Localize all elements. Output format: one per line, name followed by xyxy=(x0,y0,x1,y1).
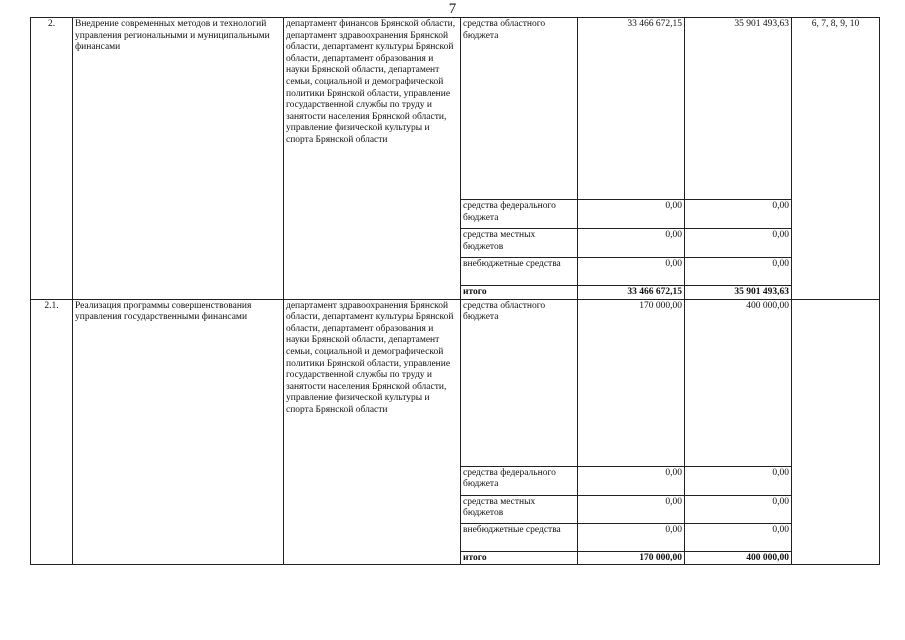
funding-source: средства областного бюджета xyxy=(461,18,578,200)
activity-name: Внедрение современных методов и технологий управления региональными и муниципальными финансами xyxy=(73,18,284,300)
table-row xyxy=(31,299,880,466)
funding-source: внебюджетные средства xyxy=(461,523,578,551)
amount-year-2: 0,00 xyxy=(685,229,792,258)
indicator-refs xyxy=(792,299,880,565)
amount-year-1: 0,00 xyxy=(578,466,685,495)
row-number: 2.1. xyxy=(31,299,73,565)
amount-year-2: 0,00 xyxy=(685,495,792,523)
amount-year-1: 0,00 xyxy=(578,495,685,523)
amount-year-2: 0,00 xyxy=(685,466,792,495)
amount-year-2: 0,00 xyxy=(685,523,792,551)
funding-source: средства местных бюджетов xyxy=(461,229,578,258)
amount-year-2: 0,00 xyxy=(685,200,792,229)
amount-year-2: 35 901 493,63 xyxy=(685,18,792,200)
total-year-1: 170 000,00 xyxy=(578,551,685,565)
row-number: 2. xyxy=(31,18,73,300)
amount-year-2: 400 000,00 xyxy=(685,299,792,466)
amount-year-1: 0,00 xyxy=(578,200,685,229)
total-year-1: 33 466 672,15 xyxy=(578,286,685,300)
table-row xyxy=(31,18,880,200)
amount-year-1: 33 466 672,15 xyxy=(578,18,685,200)
amount-year-1: 170 000,00 xyxy=(578,299,685,466)
funding-source: внебюджетные средства xyxy=(461,258,578,286)
amount-year-1: 0,00 xyxy=(578,258,685,286)
funding-source: средства местных бюджетов xyxy=(461,495,578,523)
total-year-2: 400 000,00 xyxy=(685,551,792,565)
funding-source: средства областного бюджета xyxy=(461,299,578,466)
funding-total-label: итого xyxy=(461,286,578,300)
executor-cell: департамент финансов Брянской области, департамент здравоохранения Брянской области, департамент культуры Брянской области, департамент образования и науки Брянской области, департамент семьи, социальной и демографической политики Брянской области, управление государственной службы по труду и занятости населения Брянской области, управление физической культуры и спорта Брянской области xyxy=(284,18,461,300)
executor-cell: департамент здравоохранения Брянской области, департамент культуры Брянской области, департамент образования и науки Брянской области, департамент семьи, социальной и демографической политики Брянской области, управление государственной службы по труду и занятости населения Брянской области, управление физической культуры и спорта Брянской области xyxy=(284,299,461,565)
total-year-2: 35 901 493,63 xyxy=(685,286,792,300)
amount-year-2: 0,00 xyxy=(685,258,792,286)
funding-source: средства федерального бюджета xyxy=(461,466,578,495)
amount-year-1: 0,00 xyxy=(578,523,685,551)
indicator-refs: 6, 7, 8, 9, 10 xyxy=(792,18,880,300)
program-table xyxy=(30,17,880,565)
amount-year-1: 0,00 xyxy=(578,229,685,258)
funding-total-label: итого xyxy=(461,551,578,565)
page-number: 7 xyxy=(448,1,457,17)
funding-source: средства федерального бюджета xyxy=(461,200,578,229)
activity-name: Реализация программы совершенствования управления государственными финансами xyxy=(73,299,284,565)
